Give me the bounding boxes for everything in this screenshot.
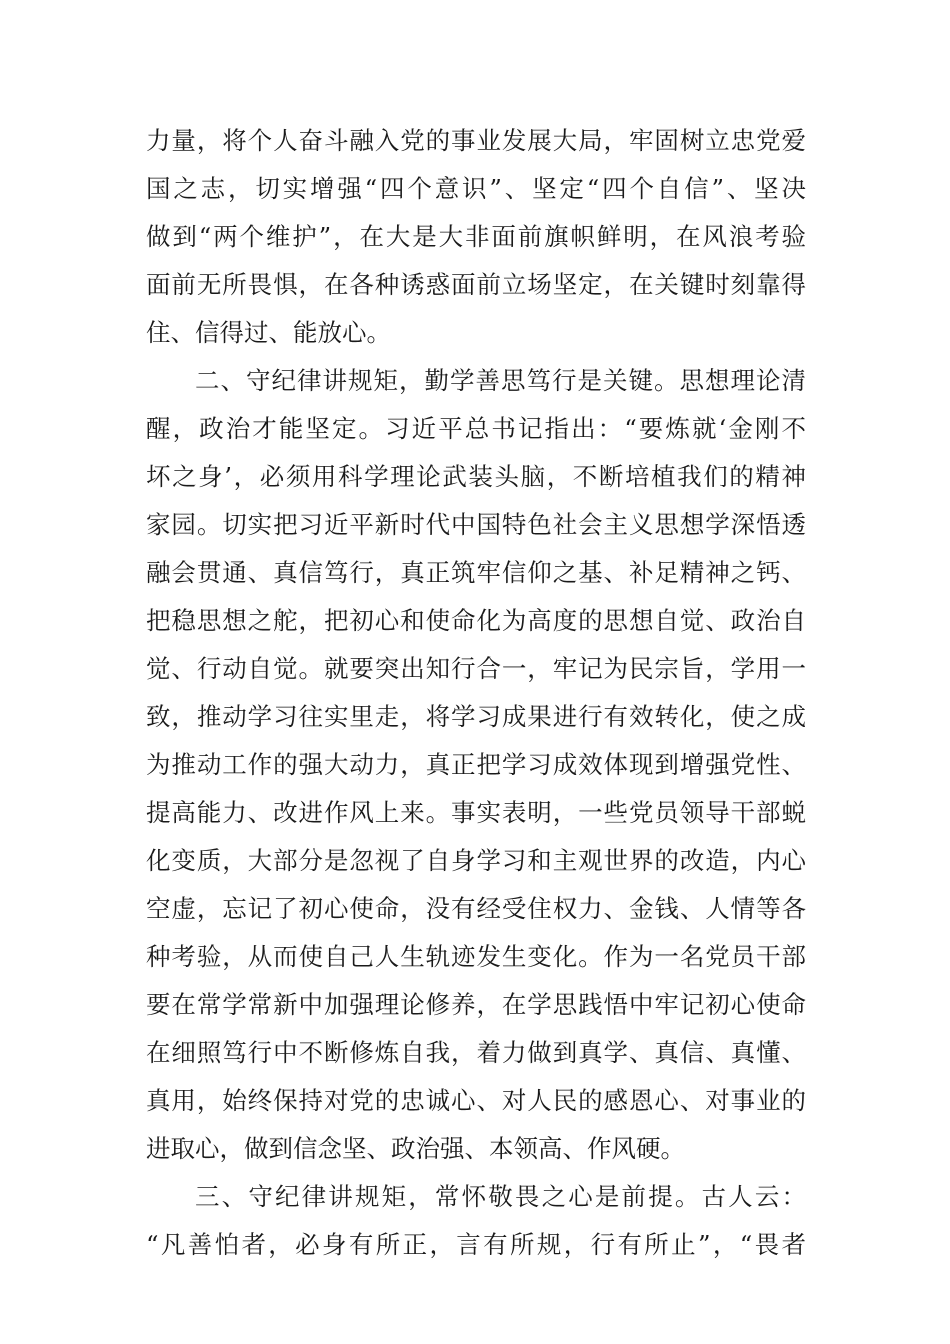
text-line: 进取心，做到信念坚、政治强、本领高、作风硬。 <box>146 1134 685 1163</box>
text-line: 觉、行动自觉。就要突出知行合一，牢记为民宗旨，学用一 <box>146 654 806 683</box>
text-line: 为推动工作的强大动力，真正把学习成效体现到增强党性、 <box>146 750 806 779</box>
text-line: 做到“两个维护”，在大是大非面前旗帜鲜明，在风浪考验 <box>146 222 806 251</box>
text-line: 力量，将个人奋斗融入党的事业发展大局，牢固树立忠党爱 <box>146 126 806 155</box>
text-line: 面前无所畏惧，在各种诱惑面前立场坚定，在关键时刻靠得 <box>146 270 806 299</box>
text-line: “凡善怕者，必身有所正，言有所规，行有所止”，“畏者 <box>146 1230 806 1259</box>
section-heading-line: 三、守纪律讲规矩，常怀敬畏之心是前提。古人云： <box>195 1182 806 1211</box>
text-line: 国之志，切实增强“四个意识”、坚定“四个自信”、坚决 <box>146 174 806 203</box>
section-heading-line: 二、守纪律讲规矩，勤学善思笃行是关键。思想理论清 <box>195 366 806 395</box>
text-line: 要在常学常新中加强理论修养，在学思践悟中牢记初心使命 <box>146 990 806 1019</box>
text-line: 住、信得过、能放心。 <box>146 318 391 347</box>
text-line: 醒，政治才能坚定。习近平总书记指出：“要炼就‘金刚不 <box>146 414 806 443</box>
text-line: 把稳思想之舵，把初心和使命化为高度的思想自觉、政治自 <box>146 606 806 635</box>
text-line: 提高能力、改进作风上来。事实表明，一些党员领导干部蜕 <box>146 798 806 827</box>
text-line: 真用，始终保持对党的忠诚心、对人民的感恩心、对事业的 <box>146 1086 806 1115</box>
text-line: 空虚，忘记了初心使命，没有经受住权力、金钱、人情等各 <box>146 894 806 923</box>
text-line: 家园。切实把习近平新时代中国特色社会主义思想学深悟透 <box>146 510 806 539</box>
text-line: 种考验，从而使自己人生轨迹发生变化。作为一名党员干部 <box>146 942 806 971</box>
text-line: 化变质，大部分是忽视了自身学习和主观世界的改造，内心 <box>146 846 806 875</box>
text-line: 在细照笃行中不断修炼自我，着力做到真学、真信、真懂、 <box>146 1038 806 1067</box>
text-line: 致，推动学习往实里走，将学习成果进行有效转化，使之成 <box>146 702 806 731</box>
text-line: 融会贯通、真信笃行，真正筑牢信仰之基、补足精神之钙、 <box>146 558 806 587</box>
text-line: 坏之身’，必须用科学理论武装头脑，不断培植我们的精神 <box>146 462 806 491</box>
